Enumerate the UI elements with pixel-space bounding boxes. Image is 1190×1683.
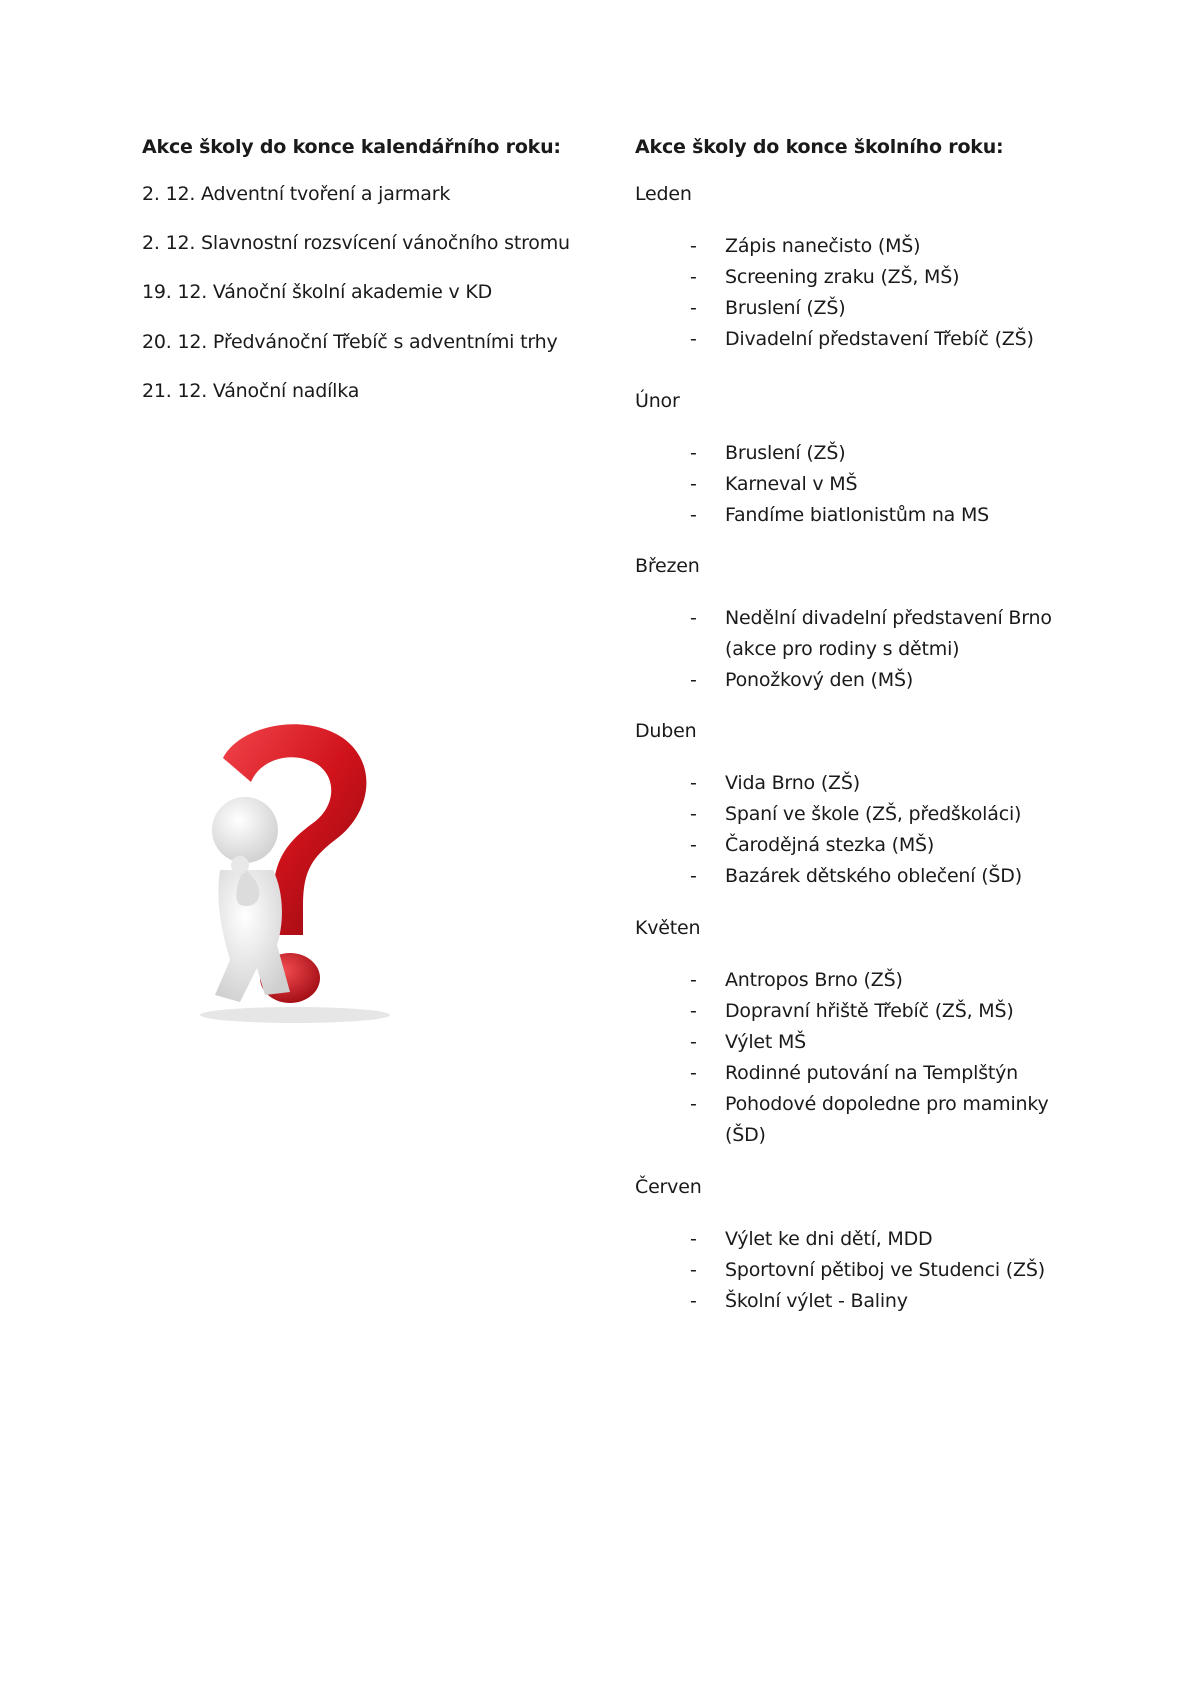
bullet-dash: - (690, 772, 697, 794)
list-item: Pohodové dopoledne pro maminky (ŠD) (725, 1093, 1049, 1146)
list-item: Antropos Brno (ZŠ) (725, 969, 903, 991)
bullet-dash: - (690, 473, 697, 495)
list-item: Karneval v MŠ (725, 473, 858, 495)
month-heading: Leden (635, 183, 692, 205)
bullet-dash: - (690, 266, 697, 288)
bullet-dash: - (690, 1000, 697, 1022)
bullet-dash: - (690, 1259, 697, 1281)
list-item: Divadelní představení Třebíč (ZŠ) (725, 328, 1034, 350)
list-item: Zápis nanečisto (MŠ) (725, 235, 921, 257)
event-item: 2. 12. Slavnostní rozsvícení vánočního stromu (142, 232, 570, 254)
month-heading: Březen (635, 555, 700, 577)
bullet-dash: - (690, 504, 697, 526)
list-item: Rodinné putování na Templštýn (725, 1062, 1019, 1084)
bullet-dash: - (690, 669, 697, 691)
school-year-heading: Akce školy do konce školního roku: (635, 136, 1004, 158)
list-item: Bruslení (ZŠ) (725, 297, 846, 319)
list-item: Spaní ve škole (ZŠ, předškoláci) (725, 803, 1022, 825)
list-item: Výlet ke dni dětí, MDD (725, 1228, 933, 1250)
bullet-dash: - (690, 442, 697, 464)
bullet-dash: - (690, 328, 697, 350)
list-item: Výlet MŠ (725, 1031, 807, 1053)
list-item: Bruslení (ZŠ) (725, 442, 846, 464)
list-item: Školní výlet - Baliny (725, 1290, 908, 1312)
list-item: Fandíme biatlonistům na MS (725, 504, 990, 526)
bullet-dash: - (690, 803, 697, 825)
list-item: Čarodějná stezka (MŠ) (725, 834, 935, 856)
list-item: Vida Brno (ZŠ) (725, 772, 860, 794)
list-item: Dopravní hřiště Třebíč (ZŠ, MŠ) (725, 1000, 1014, 1022)
question-mark-figure-icon (185, 720, 410, 1030)
bullet-dash: - (690, 969, 697, 991)
month-heading: Duben (635, 720, 697, 742)
list-item: Ponožkový den (MŠ) (725, 669, 914, 691)
bullet-dash: - (690, 1062, 697, 1084)
bullet-dash: - (690, 1093, 697, 1115)
event-item: 19. 12. Vánoční školní akademie v KD (142, 281, 493, 303)
month-heading: Červen (635, 1176, 702, 1198)
bullet-dash: - (690, 1031, 697, 1053)
list-item: Sportovní pětiboj ve Studenci (ZŠ) (725, 1259, 1045, 1281)
bullet-dash: - (690, 607, 697, 629)
bullet-dash: - (690, 235, 697, 257)
event-item: 2. 12. Adventní tvoření a jarmark (142, 183, 451, 205)
bullet-dash: - (690, 1290, 697, 1312)
event-item: 20. 12. Předvánoční Třebíč s adventními trhy (142, 331, 558, 353)
bullet-dash: - (690, 1228, 697, 1250)
list-item: Bazárek dětského oblečení (ŠD) (725, 865, 1022, 887)
bullet-dash: - (690, 834, 697, 856)
calendar-year-heading: Akce školy do konce kalendářního roku: (142, 136, 561, 158)
bullet-dash: - (690, 297, 697, 319)
event-item: 21. 12. Vánoční nadílka (142, 380, 360, 402)
bullet-dash: - (690, 865, 697, 887)
list-item: Nedělní divadelní představení Brno (akce pro rodiny s dětmi) (725, 607, 1052, 660)
month-heading: Únor (635, 390, 680, 412)
month-heading: Květen (635, 917, 701, 939)
list-item: Screening zraku (ZŠ, MŠ) (725, 266, 960, 288)
